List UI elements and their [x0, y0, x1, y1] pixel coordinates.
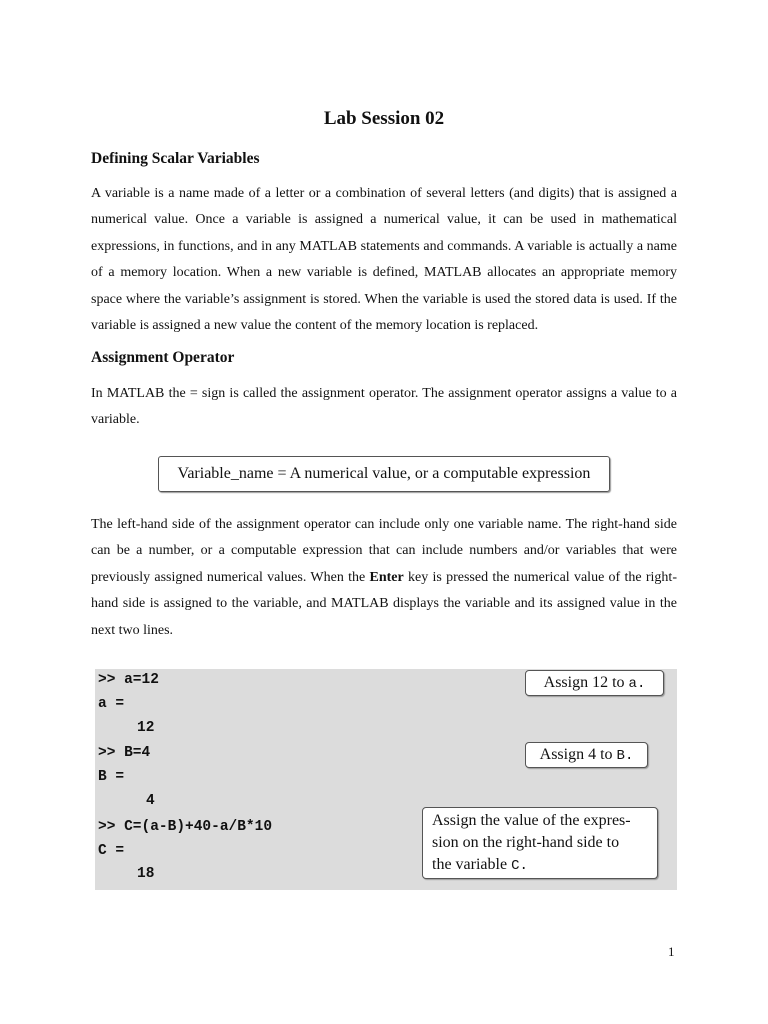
code-line: 12 [137, 720, 155, 736]
code-line: >> B=4 [98, 745, 151, 761]
section-heading-assignment-operator: Assignment Operator [91, 349, 235, 366]
paragraph-text: A variable is a name made of a letter or a combination of several letters (and digits) that is assigned a numerical value. Once a variable is assigned a numerical value, it can be used in mathematical expressions, in functions, and in any MATLAB statements and commands. A variable is actually a name of a memory location. When a new variable is defined, MATLAB allocates an appropriate memory space where the variable’s assignment is stored. When the variable is used the stored data is used. If the variable is assigned a new value the content of the memory location is replaced. [91, 186, 677, 334]
page-title: Lab Session 02 [323, 108, 445, 129]
callout-line [432, 854, 657, 877]
code-line: B = [98, 769, 125, 785]
paragraph-text-part: key is pressed the numerical value of the right-hand side is assigned to the variable, and MATLAB displays the variable and its assigned value in the next two lines. [91, 569, 677, 638]
callout-assign-b [525, 742, 648, 768]
scalar-variables-paragraph [91, 181, 677, 339]
assignment-explanation-paragraph [91, 512, 677, 644]
section-heading-scalar-variables: Defining Scalar Variables [91, 150, 260, 167]
assignment-syntax-box: Variable_name = A numerical value, or a computable expression [158, 456, 610, 492]
enter-key-bold: Enter [369, 569, 404, 585]
code-line: >> a=12 [98, 672, 159, 688]
page-number: 1 [668, 944, 675, 959]
matlab-command-window-example [95, 669, 677, 890]
callout-var: B. [616, 748, 634, 764]
code-line: 18 [137, 866, 155, 882]
callout-assign-c [422, 807, 658, 879]
paragraph-text [91, 512, 677, 644]
callout-text: Assign 12 to [543, 674, 629, 691]
callout-line: Assign the value of the expres- [432, 812, 631, 829]
code-line: >> C=(a-B)+40-a/B*10 [98, 819, 273, 835]
code-line: 4 [146, 793, 155, 809]
callout-var: a. [628, 676, 646, 692]
callout-line: sion on the right-hand side to [432, 834, 620, 851]
assignment-operator-paragraph [91, 381, 677, 434]
callout-var: C. [511, 858, 528, 874]
code-line: C = [98, 843, 125, 859]
callout-text: the variable [432, 856, 512, 873]
paragraph-text-part: The left-hand side of the assignment operator can include only one variable name. The right-hand side can be a number, or a computable expression that can include numbers and/or variables that were previously assigned numerical values. When the [91, 517, 677, 585]
code-line: a = [98, 696, 125, 712]
paragraph-text: In MATLAB the = sign is called the assignment operator. The assignment operator assigns a value to a variable. [91, 386, 677, 428]
callout-assign-a [525, 670, 664, 696]
callout-text: Assign 4 to [539, 746, 617, 763]
